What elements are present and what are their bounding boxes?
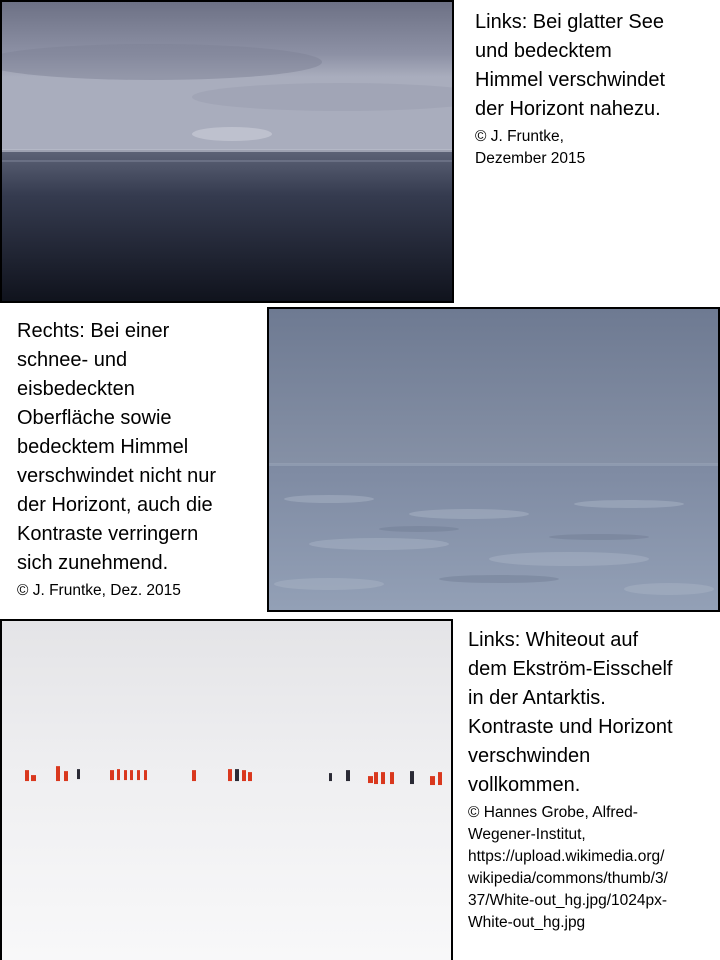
smooth-sea-image <box>2 2 452 301</box>
whiteout-image <box>2 621 451 960</box>
caption-snow-ice <box>17 317 262 602</box>
photo-credit: © Hannes Grobe, Alfred- Wegener-Institut, https://upload.wikimedia.org/ wikipedia/commons/thumb/3/ 37/White-out_hg.jpg/1024px- White-out_hg.jpg <box>468 804 668 931</box>
caption-text: Links: Whiteout auf dem Ekström-Eisschelf in der Antarktis. Kontraste und Horizont verschwinden vollkommen. <box>468 629 673 796</box>
caption-smooth-sea <box>475 8 715 170</box>
photo-whiteout <box>0 619 453 960</box>
photo-smooth-sea <box>0 0 454 303</box>
caption-text: Rechts: Bei einer schnee- und eisbedeckten Oberfläche sowie bedecktem Himmel verschwindet nicht nur der Horizont, auch die Kontraste verringern sich zunehmend. <box>17 320 216 574</box>
photo-credit: © J. Fruntke, Dez. 2015 <box>17 582 181 599</box>
photo-credit: © J. Fruntke, Dezember 2015 <box>475 128 586 167</box>
caption-whiteout <box>468 626 716 934</box>
snow-ice-image <box>269 309 718 610</box>
caption-text: Links: Bei glatter See und bedecktem Himmel verschwindet der Horizont nahezu. <box>475 11 666 120</box>
photo-snow-ice-surface <box>267 307 720 612</box>
